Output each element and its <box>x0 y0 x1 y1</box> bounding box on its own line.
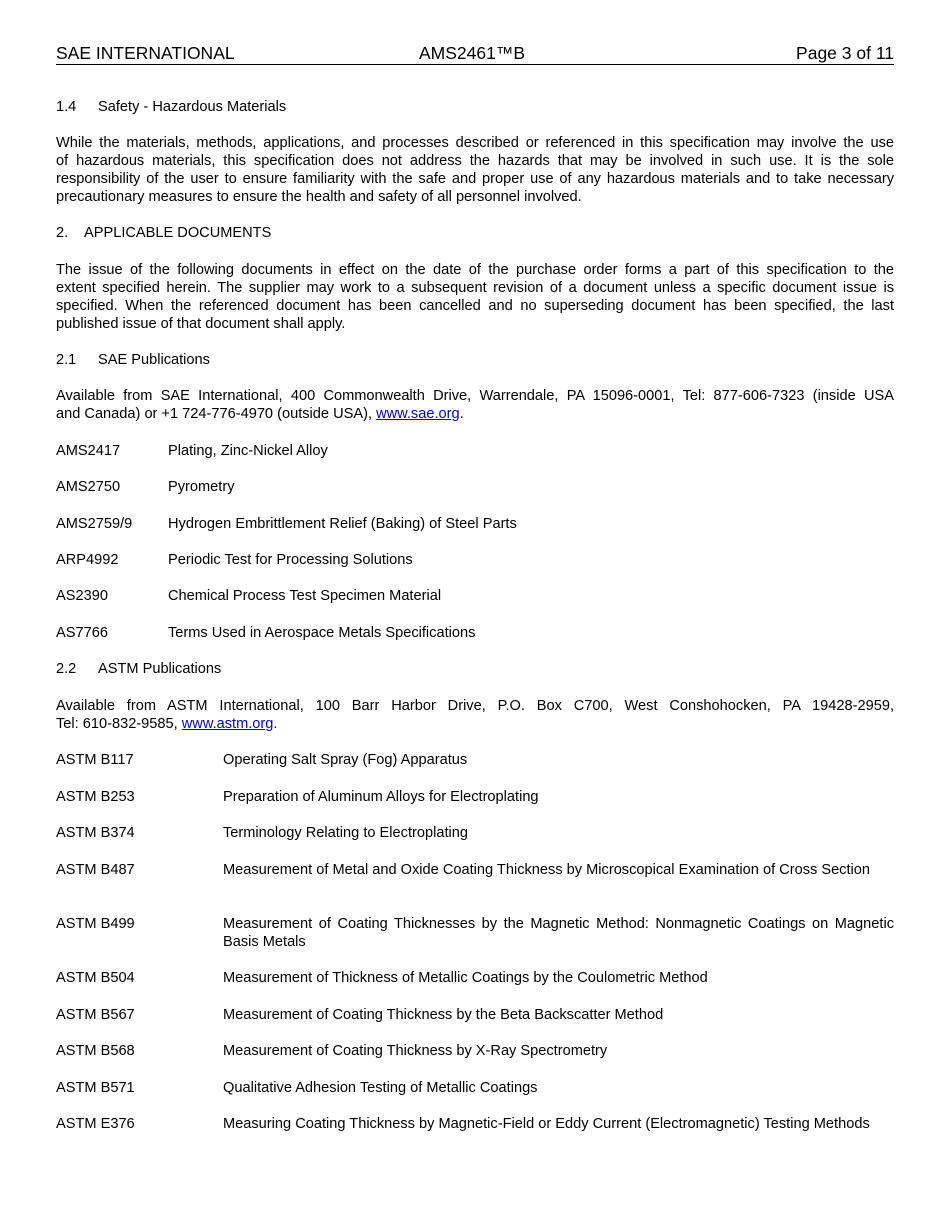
section-heading-2: 2. APPLICABLE DOCUMENTS <box>56 225 272 241</box>
doc-id: AMS2750 <box>56 479 121 495</box>
applicable-documents-paragraph: The issue of the following documents in effect on the date of the purchase order forms a part of this specification to the extent specified herein. The supplier may work to a subsequent revision of a document unless a specific document issue is specified. When the referenced document has been cancelled and no superseding document has been specified, the last published issue of that document shall apply. <box>56 262 894 332</box>
header-page-number: Page 3 of 11 <box>796 43 894 63</box>
doc-title: Terms Used in Aerospace Metals Specifications <box>168 625 476 641</box>
doc-title: Qualitative Adhesion Testing of Metallic Coatings <box>223 1080 538 1096</box>
doc-id: ASTM B567 <box>56 1007 135 1023</box>
doc-title: Measurement of Coating Thicknesses by the Magnetic Method: Nonmagnetic Coatings on Magnetic Basis Metals <box>223 916 894 950</box>
doc-id: ASTM B374 <box>56 825 135 841</box>
doc-id: AS7766 <box>56 625 108 641</box>
section-heading-2-2: 2.2 ASTM Publications <box>56 661 222 677</box>
doc-title: Pyrometry <box>168 479 235 495</box>
doc-title: Operating Salt Spray (Fog) Apparatus <box>223 752 468 768</box>
doc-id: AMS2759/9 <box>56 516 133 532</box>
doc-title: Periodic Test for Processing Solutions <box>168 552 413 568</box>
doc-title: Measurement of Metal and Oxide Coating Thickness by Microscopical Examination of Cross Section <box>223 862 871 878</box>
doc-title: Hydrogen Embrittlement Relief (Baking) of Steel Parts <box>168 516 517 532</box>
section-heading-1-4: 1.4 Safety - Hazardous Materials <box>56 99 287 115</box>
sae-website-link[interactable]: www.sae.org <box>376 406 460 422</box>
astm-availability-paragraph: Available from ASTM International, 100 Barr Harbor Drive, P.O. Box C700, West Conshohocken, PA 19428-2959, Tel: 610-832-9585, www.astm.org. <box>56 698 894 732</box>
doc-title: Measurement of Coating Thickness by the Beta Backscatter Method <box>223 1007 664 1023</box>
sae-availability-paragraph: Available from SAE International, 400 Commonwealth Drive, Warrendale, PA 15096-0001, Tel: 877-606-7323 (inside USA and Canada) or +1 724-776-4970 (outside USA), www.sae.org. <box>56 388 894 422</box>
doc-id: ASTM B499 <box>56 916 135 932</box>
section-heading-2-1: 2.1 SAE Publications <box>56 352 210 368</box>
doc-title: Chemical Process Test Specimen Material <box>168 588 442 604</box>
header-organization: SAE INTERNATIONAL <box>56 43 235 63</box>
page-header <box>56 43 894 65</box>
doc-id: ASTM E376 <box>56 1116 135 1132</box>
safety-paragraph: While the materials, methods, applications, and processes described or referenced in this specification may involve the use of hazardous materials, this specification does not address the hazards that may be involved in such use. It is the sole responsibility of the user to ensure familiarity with the safe and proper use of any hazardous materials and to take necessary precautionary measures to ensure the health and safety of all personnel involved. <box>56 135 894 205</box>
doc-title: Measurement of Coating Thickness by X-Ray Spectrometry <box>223 1043 608 1059</box>
doc-id: ASTM B568 <box>56 1043 135 1059</box>
astm-website-link[interactable]: www.astm.org <box>181 716 274 732</box>
doc-title: Measurement of Thickness of Metallic Coatings by the Coulometric Method <box>223 970 708 986</box>
doc-id: ASTM B571 <box>56 1080 135 1096</box>
doc-id: AS2390 <box>56 588 108 604</box>
doc-id: ASTM B117 <box>56 752 134 768</box>
doc-id: AMS2417 <box>56 443 121 459</box>
doc-id: ARP4992 <box>56 552 119 568</box>
doc-title: Plating, Zinc-Nickel Alloy <box>168 443 328 459</box>
doc-id: ASTM B504 <box>56 970 135 986</box>
doc-id: ASTM B253 <box>56 789 135 805</box>
doc-id: ASTM B487 <box>56 862 135 878</box>
doc-title: Preparation of Aluminum Alloys for Electroplating <box>223 789 539 805</box>
header-document-id: AMS2461™B <box>419 43 526 63</box>
doc-title: Measuring Coating Thickness by Magnetic-Field or Eddy Current (Electromagnetic) Testing Methods <box>223 1116 870 1132</box>
doc-title: Terminology Relating to Electroplating <box>223 825 468 841</box>
